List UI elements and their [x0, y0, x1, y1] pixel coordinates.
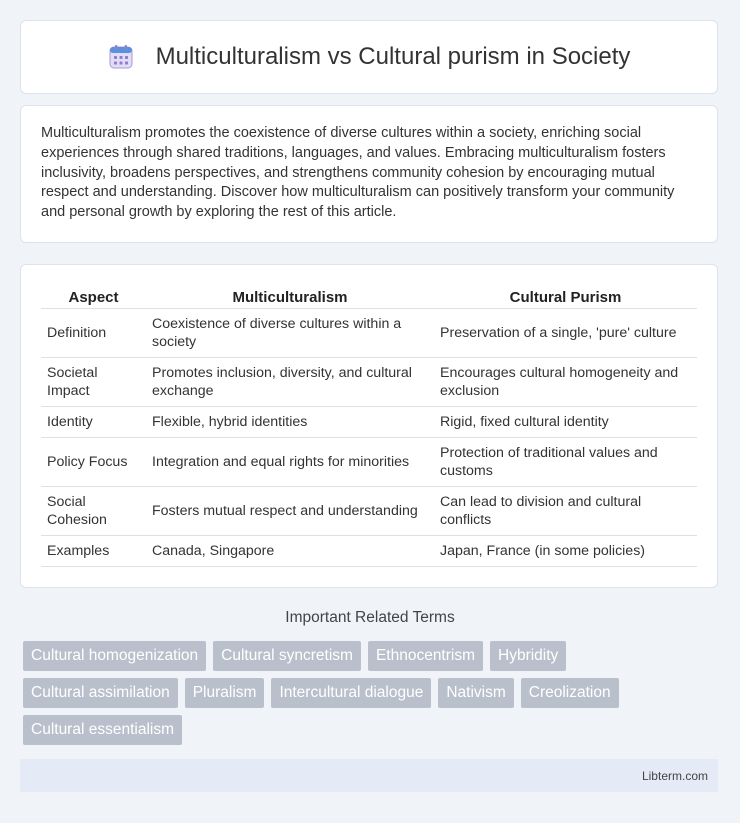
comparison-card — [20, 264, 718, 588]
related-term-tag[interactable]: Hybridity — [490, 641, 566, 671]
related-terms-title: Important Related Terms — [285, 609, 455, 626]
column-header-cultural-purism: Cultural Purism — [434, 285, 697, 309]
table-row — [41, 407, 697, 438]
table-cell-aspect: Identity — [41, 407, 146, 438]
related-term-tag[interactable]: Ethnocentrism — [368, 641, 483, 671]
related-term-tag[interactable]: Cultural homogenization — [23, 641, 206, 671]
calendar-icon — [108, 44, 134, 70]
header-card — [20, 20, 718, 94]
table-cell-multiculturalism: Integration and equal rights for minorities — [146, 438, 434, 487]
table-cell-cultural-purism: Rigid, fixed cultural identity — [434, 407, 697, 438]
footer-site-link[interactable]: Libterm.com — [641, 768, 708, 783]
intro-card — [20, 105, 718, 243]
intro-paragraph: Multiculturalism promotes the coexistence of diverse cultures within a society, enriching social experiences through shared traditions, languages, and values. Embracing multiculturalism fosters inclusivity, broadens perspectives, and strengthens community cohesion by encouraging mutual respect and understanding. Discover how multiculturalism can positively transform your community and personal growth by exploring the rest of this article. — [41, 125, 675, 221]
table-cell-cultural-purism: Can lead to division and cultural conflicts — [434, 487, 697, 536]
table-row — [41, 438, 697, 487]
page-title: Multiculturalism vs Cultural purism in Society — [155, 43, 631, 70]
column-header-multiculturalism: Multiculturalism — [146, 285, 434, 309]
comparison-table — [41, 285, 697, 567]
table-cell-cultural-purism: Preservation of a single, 'pure' culture — [434, 309, 697, 358]
table-cell-multiculturalism: Canada, Singapore — [146, 536, 434, 567]
table-row — [41, 358, 697, 407]
related-term-tag[interactable]: Creolization — [521, 678, 619, 708]
table-row — [41, 309, 697, 358]
table-cell-aspect: Societal Impact — [41, 358, 146, 407]
related-term-tag[interactable]: Cultural assimilation — [23, 678, 178, 708]
table-cell-multiculturalism: Fosters mutual respect and understanding — [146, 487, 434, 536]
related-term-tag[interactable]: Pluralism — [185, 678, 265, 708]
related-term-tag[interactable]: Cultural essentialism — [23, 715, 182, 745]
table-cell-aspect: Policy Focus — [41, 438, 146, 487]
table-row — [41, 487, 697, 536]
table-cell-aspect: Definition — [41, 309, 146, 358]
table-cell-aspect: Examples — [41, 536, 146, 567]
table-cell-multiculturalism: Promotes inclusion, diversity, and cultural exchange — [146, 358, 434, 407]
table-cell-cultural-purism: Protection of traditional values and customs — [434, 438, 697, 487]
table-row — [41, 536, 697, 567]
related-terms-list — [23, 641, 703, 752]
related-term-tag[interactable]: Intercultural dialogue — [271, 678, 431, 708]
table-cell-multiculturalism: Flexible, hybrid identities — [146, 407, 434, 438]
table-header-row — [41, 285, 697, 309]
table-cell-aspect: Social Cohesion — [41, 487, 146, 536]
table-cell-cultural-purism: Japan, France (in some policies) — [434, 536, 697, 567]
table-cell-cultural-purism: Encourages cultural homogeneity and exclusion — [434, 358, 697, 407]
column-header-aspect: Aspect — [41, 285, 146, 309]
related-term-tag[interactable]: Nativism — [438, 678, 513, 708]
footer — [20, 759, 718, 792]
table-cell-multiculturalism: Coexistence of diverse cultures within a society — [146, 309, 434, 358]
related-term-tag[interactable]: Cultural syncretism — [213, 641, 361, 671]
